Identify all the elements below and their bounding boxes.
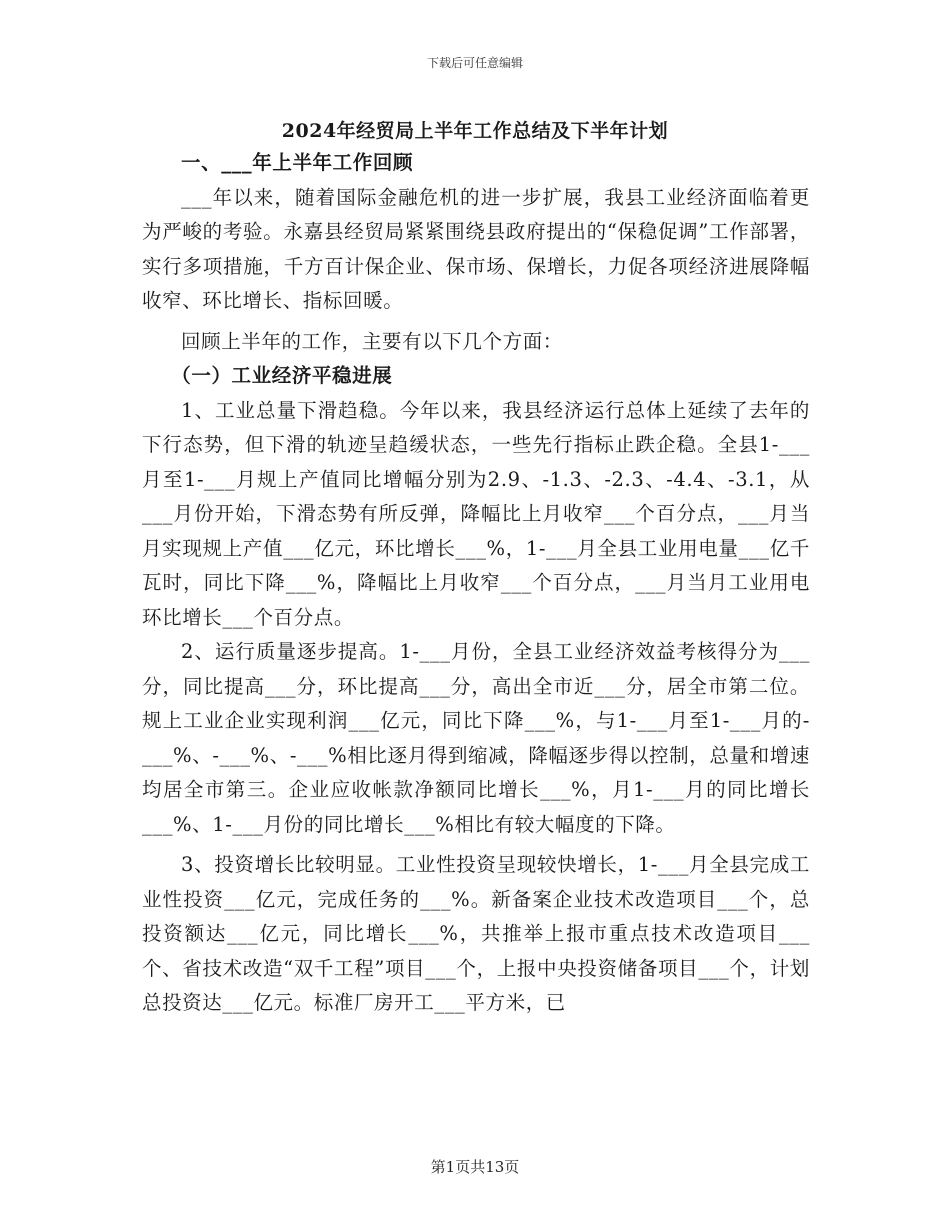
paragraph-item-1: 1、工业总量下滑趋稳。今年以来，我县经济运行总体上延续了去年的下行态势，但下滑的轨迹呈趋缓状态，一些先行指标止跌企稳。全县1-___月至1-___月规上产值同比增幅分别为2.9、-1.3、-2.3、-4.4、-3.1，从___月份开始，下滑态势有所反弹，降幅比上月收窄___个百分点，___月当月实现规上产值___亿元，环比增长___%，1-___月全县工业用电量___亿千瓦时，同比下降___%，降幅比上月收窄___个百分点，___月当月工业用电环比增长___个百分点。 (142, 398, 810, 629)
subsection-heading-1: （一）工业经济平稳进展 (171, 364, 393, 387)
paragraph-item-2: 2、运行质量逐步提高。1-___月份，全县工业经济效益考核得分为___分，同比提高___分，环比提高___分，高出全市近___分，居全市第二位。规上工业企业实现利润___亿元，同比下降___%，与1-___月至1-___月的-___%、-___%、-___%相比逐月得到缩减，降幅逐步得以控制，总量和增速均居全市第三。企业应收帐款净额同比增长___%，月1-___月的同比增长___%、1-___月份的同比增长___%相比有较大幅度的下降。 (142, 640, 810, 836)
paragraph-item-3: 3、投资增长比较明显。工业性投资呈现较快增长，1-___月全县完成工业性投资___亿元，完成任务的___%。新备案企业技术改造项目___个，总投资额达___亿元，同比增长___%，共推举上报市重点技术改造项目___个、省技术改造“双千工程”项目___个，上报中央投资储备项目___个，计划总投资达___亿元。标准厂房开工___平方米，已 (142, 853, 810, 1014)
page-number-footer: 第1页共13页 (430, 1158, 520, 1176)
section-heading-1: 一、___年上半年工作回顾 (181, 151, 414, 174)
document-title: 2024年经贸局上半年工作总结及下半年计划 (281, 120, 669, 142)
paragraph-review: 回顾上半年的工作，主要有以下几个方面： (181, 329, 563, 353)
document-body (142, 146, 810, 1021)
paragraph-intro: ___年以来，随着国际金融危机的进一步扩展，我县工业经济面临着更为严峻的考验。永嘉县经贸局紧紧围绕县政府提出的“保稳促调”工作部署，实行多项措施，千方百计保企业、保市场、保增长，力促各项经济进展降幅收窄、环比增长、指标回暖。 (142, 185, 810, 312)
page-header-note: 下载后可任意编辑 (426, 56, 523, 70)
